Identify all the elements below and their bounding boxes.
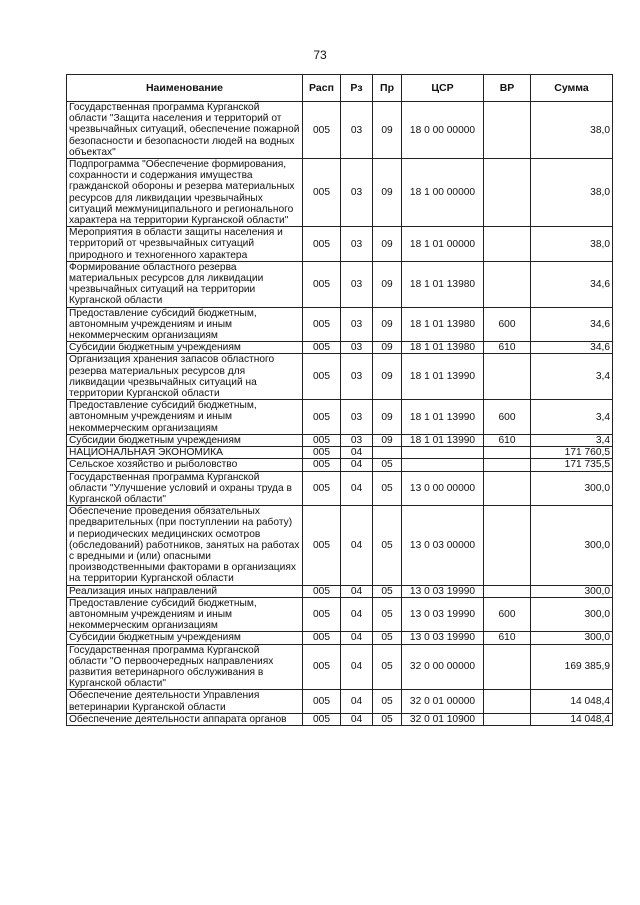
- table-row: [67, 447, 613, 459]
- cell-rasp: 005: [303, 102, 341, 159]
- header-rasp: Расп: [303, 75, 341, 102]
- table-row: [67, 585, 613, 597]
- cell-csr: 13 0 03 19990: [402, 585, 484, 597]
- cell-rz: 04: [341, 632, 373, 644]
- cell-csr: 18 1 01 13990: [402, 434, 484, 446]
- cell-pr: 09: [373, 342, 402, 354]
- cell-vr: [484, 471, 531, 506]
- cell-vr: [484, 459, 531, 471]
- cell-rz: 03: [341, 400, 373, 435]
- cell-csr: 18 0 00 00000: [402, 102, 484, 159]
- cell-vr: [484, 354, 531, 400]
- cell-name: Государственная программа Курганской области "Защита населения и территорий от чрезвычайных ситуаций, обеспечение пожарной безопасности и безопасности людей на водных объектах": [67, 102, 303, 159]
- cell-name: Формирование областного резерва материальных ресурсов для ликвидации чрезвычайных ситуаций на территории Курганской области: [67, 261, 303, 307]
- cell-vr: 600: [484, 400, 531, 435]
- cell-vr: 610: [484, 434, 531, 446]
- cell-rasp: 005: [303, 506, 341, 585]
- cell-pr: 05: [373, 471, 402, 506]
- cell-name: Государственная программа Курганской области "О первоочередных направлениях развития ветеринарного обслуживания в Курганской области": [67, 644, 303, 690]
- cell-sum: 38,0: [531, 227, 613, 262]
- cell-vr: 600: [484, 597, 531, 632]
- cell-vr: 600: [484, 307, 531, 342]
- cell-sum: 300,0: [531, 597, 613, 632]
- cell-csr: 13 0 03 19990: [402, 632, 484, 644]
- cell-rz: 04: [341, 506, 373, 585]
- cell-vr: 610: [484, 632, 531, 644]
- cell-pr: 09: [373, 400, 402, 435]
- header-sum: Сумма: [531, 75, 613, 102]
- cell-vr: [484, 159, 531, 227]
- cell-sum: 34,6: [531, 307, 613, 342]
- cell-pr: 09: [373, 102, 402, 159]
- header-csr: ЦСР: [402, 75, 484, 102]
- cell-pr: 09: [373, 354, 402, 400]
- cell-rz: 04: [341, 447, 373, 459]
- cell-sum: 300,0: [531, 632, 613, 644]
- table-row: [67, 459, 613, 471]
- cell-rz: 03: [341, 342, 373, 354]
- cell-csr: 18 1 01 13980: [402, 307, 484, 342]
- cell-name: Субсидии бюджетным учреждениям: [67, 342, 303, 354]
- header-rz: Рз: [341, 75, 373, 102]
- cell-rasp: 005: [303, 632, 341, 644]
- cell-vr: [484, 690, 531, 713]
- cell-rz: 04: [341, 644, 373, 690]
- cell-rz: 04: [341, 597, 373, 632]
- cell-csr: 32 0 01 10900: [402, 713, 484, 725]
- cell-csr: [402, 459, 484, 471]
- table-row: [67, 400, 613, 435]
- cell-name: Предоставление субсидий бюджетным, автономным учреждениям и иным некоммерческим организациям: [67, 307, 303, 342]
- cell-name: Обеспечение деятельности Управления ветеринарии Курганской области: [67, 690, 303, 713]
- cell-csr: 32 0 01 00000: [402, 690, 484, 713]
- cell-csr: 13 0 00 00000: [402, 471, 484, 506]
- cell-pr: 05: [373, 597, 402, 632]
- cell-rasp: 005: [303, 227, 341, 262]
- cell-rasp: 005: [303, 342, 341, 354]
- cell-pr: 09: [373, 261, 402, 307]
- cell-rz: 03: [341, 434, 373, 446]
- cell-rasp: 005: [303, 597, 341, 632]
- table-row: [67, 227, 613, 262]
- cell-name: Предоставление субсидий бюджетным, автономным учреждениям и иным некоммерческим организациям: [67, 400, 303, 435]
- cell-sum: 3,4: [531, 354, 613, 400]
- cell-sum: 34,6: [531, 342, 613, 354]
- cell-rasp: 005: [303, 159, 341, 227]
- cell-sum: 38,0: [531, 159, 613, 227]
- cell-sum: 171 760,5: [531, 447, 613, 459]
- cell-rasp: 005: [303, 261, 341, 307]
- cell-rasp: 005: [303, 644, 341, 690]
- table-row: [67, 354, 613, 400]
- cell-csr: 18 1 01 13990: [402, 354, 484, 400]
- cell-name: Мероприятия в области защиты населения и территорий от чрезвычайных ситуаций природного и техногенного характера: [67, 227, 303, 262]
- cell-pr: 09: [373, 307, 402, 342]
- header-pr: Пр: [373, 75, 402, 102]
- table-row: [67, 644, 613, 690]
- table-row: [67, 632, 613, 644]
- cell-csr: [402, 447, 484, 459]
- cell-csr: 18 1 01 13980: [402, 342, 484, 354]
- cell-name: Предоставление субсидий бюджетным, автономным учреждениям и иным некоммерческим организациям: [67, 597, 303, 632]
- table-row: [67, 690, 613, 713]
- cell-vr: [484, 261, 531, 307]
- cell-rz: 03: [341, 159, 373, 227]
- cell-sum: 38,0: [531, 102, 613, 159]
- budget-table: [66, 74, 613, 726]
- cell-name: Реализация иных направлений: [67, 585, 303, 597]
- cell-rz: 03: [341, 227, 373, 262]
- cell-pr: 05: [373, 585, 402, 597]
- table-row: [67, 342, 613, 354]
- cell-vr: [484, 506, 531, 585]
- cell-sum: 3,4: [531, 434, 613, 446]
- cell-rz: 04: [341, 690, 373, 713]
- cell-pr: [373, 447, 402, 459]
- cell-name: Государственная программа Курганской области "Улучшение условий и охраны труда в Курганской области": [67, 471, 303, 506]
- cell-rasp: 005: [303, 447, 341, 459]
- table-row: [67, 434, 613, 446]
- table-row: [67, 261, 613, 307]
- cell-pr: 05: [373, 713, 402, 725]
- cell-name: Обеспечение деятельности аппарата органов: [67, 713, 303, 725]
- table-row: [67, 159, 613, 227]
- cell-csr: 18 1 01 13980: [402, 261, 484, 307]
- cell-sum: 34,6: [531, 261, 613, 307]
- cell-rz: 03: [341, 307, 373, 342]
- header-vr: ВР: [484, 75, 531, 102]
- cell-rasp: 005: [303, 307, 341, 342]
- cell-name: Обеспечение проведения обязательных предварительных (при поступлении на работу) и периодических медицинских осмотров (обследований) работников, занятых на работах с вредными и (или) опасными производственными факторами в организациях на территории Курганской области: [67, 506, 303, 585]
- cell-pr: 05: [373, 506, 402, 585]
- cell-pr: 05: [373, 644, 402, 690]
- cell-sum: 171 735,5: [531, 459, 613, 471]
- cell-rz: 04: [341, 471, 373, 506]
- cell-vr: [484, 447, 531, 459]
- cell-rz: 03: [341, 354, 373, 400]
- cell-name: Организация хранения запасов областного резерва материальных ресурсов для ликвидации чрезвычайных ситуаций на территории Курганской области: [67, 354, 303, 400]
- cell-vr: [484, 102, 531, 159]
- cell-pr: 09: [373, 434, 402, 446]
- cell-sum: 14 048,4: [531, 713, 613, 725]
- cell-vr: 610: [484, 342, 531, 354]
- cell-sum: 300,0: [531, 506, 613, 585]
- cell-csr: 32 0 00 00000: [402, 644, 484, 690]
- cell-csr: 18 1 00 00000: [402, 159, 484, 227]
- table-row: [67, 506, 613, 585]
- cell-rasp: 005: [303, 713, 341, 725]
- cell-csr: 13 0 03 00000: [402, 506, 484, 585]
- cell-sum: 169 385,9: [531, 644, 613, 690]
- table-row: [67, 597, 613, 632]
- header-name: Наименование: [67, 75, 303, 102]
- cell-rz: 03: [341, 102, 373, 159]
- cell-rasp: 005: [303, 585, 341, 597]
- cell-sum: 300,0: [531, 585, 613, 597]
- cell-vr: [484, 227, 531, 262]
- cell-csr: 18 1 01 00000: [402, 227, 484, 262]
- cell-rasp: 005: [303, 354, 341, 400]
- cell-rasp: 005: [303, 434, 341, 446]
- cell-name: Субсидии бюджетным учреждениям: [67, 632, 303, 644]
- table-row: [67, 102, 613, 159]
- cell-pr: 05: [373, 632, 402, 644]
- cell-vr: [484, 713, 531, 725]
- page-number: 73: [313, 48, 327, 62]
- table-row: [67, 471, 613, 506]
- cell-rasp: 005: [303, 690, 341, 713]
- cell-csr: 13 0 03 19990: [402, 597, 484, 632]
- table-row: [67, 307, 613, 342]
- cell-rz: 03: [341, 261, 373, 307]
- cell-rasp: 005: [303, 400, 341, 435]
- cell-name: НАЦИОНАЛЬНАЯ ЭКОНОМИКА: [67, 447, 303, 459]
- cell-vr: [484, 585, 531, 597]
- cell-sum: 3,4: [531, 400, 613, 435]
- cell-rasp: 005: [303, 471, 341, 506]
- table-header-row: [67, 75, 613, 102]
- table-row: [67, 713, 613, 725]
- cell-rz: 04: [341, 459, 373, 471]
- cell-pr: 05: [373, 690, 402, 713]
- cell-sum: 300,0: [531, 471, 613, 506]
- cell-name: Подпрограмма "Обеспечение формирования, сохранности и содержания имущества гражданской обороны и резерва материальных ресурсов для ликвидации чрезвычайных ситуаций межмуниципального и регионального характера на территории Курганской области": [67, 159, 303, 227]
- cell-rasp: 005: [303, 459, 341, 471]
- cell-pr: 09: [373, 227, 402, 262]
- cell-rz: 04: [341, 713, 373, 725]
- cell-rz: 04: [341, 585, 373, 597]
- cell-vr: [484, 644, 531, 690]
- cell-sum: 14 048,4: [531, 690, 613, 713]
- cell-csr: 18 1 01 13990: [402, 400, 484, 435]
- cell-name: Сельское хозяйство и рыболовство: [67, 459, 303, 471]
- cell-pr: 05: [373, 459, 402, 471]
- cell-name: Субсидии бюджетным учреждениям: [67, 434, 303, 446]
- cell-pr: 09: [373, 159, 402, 227]
